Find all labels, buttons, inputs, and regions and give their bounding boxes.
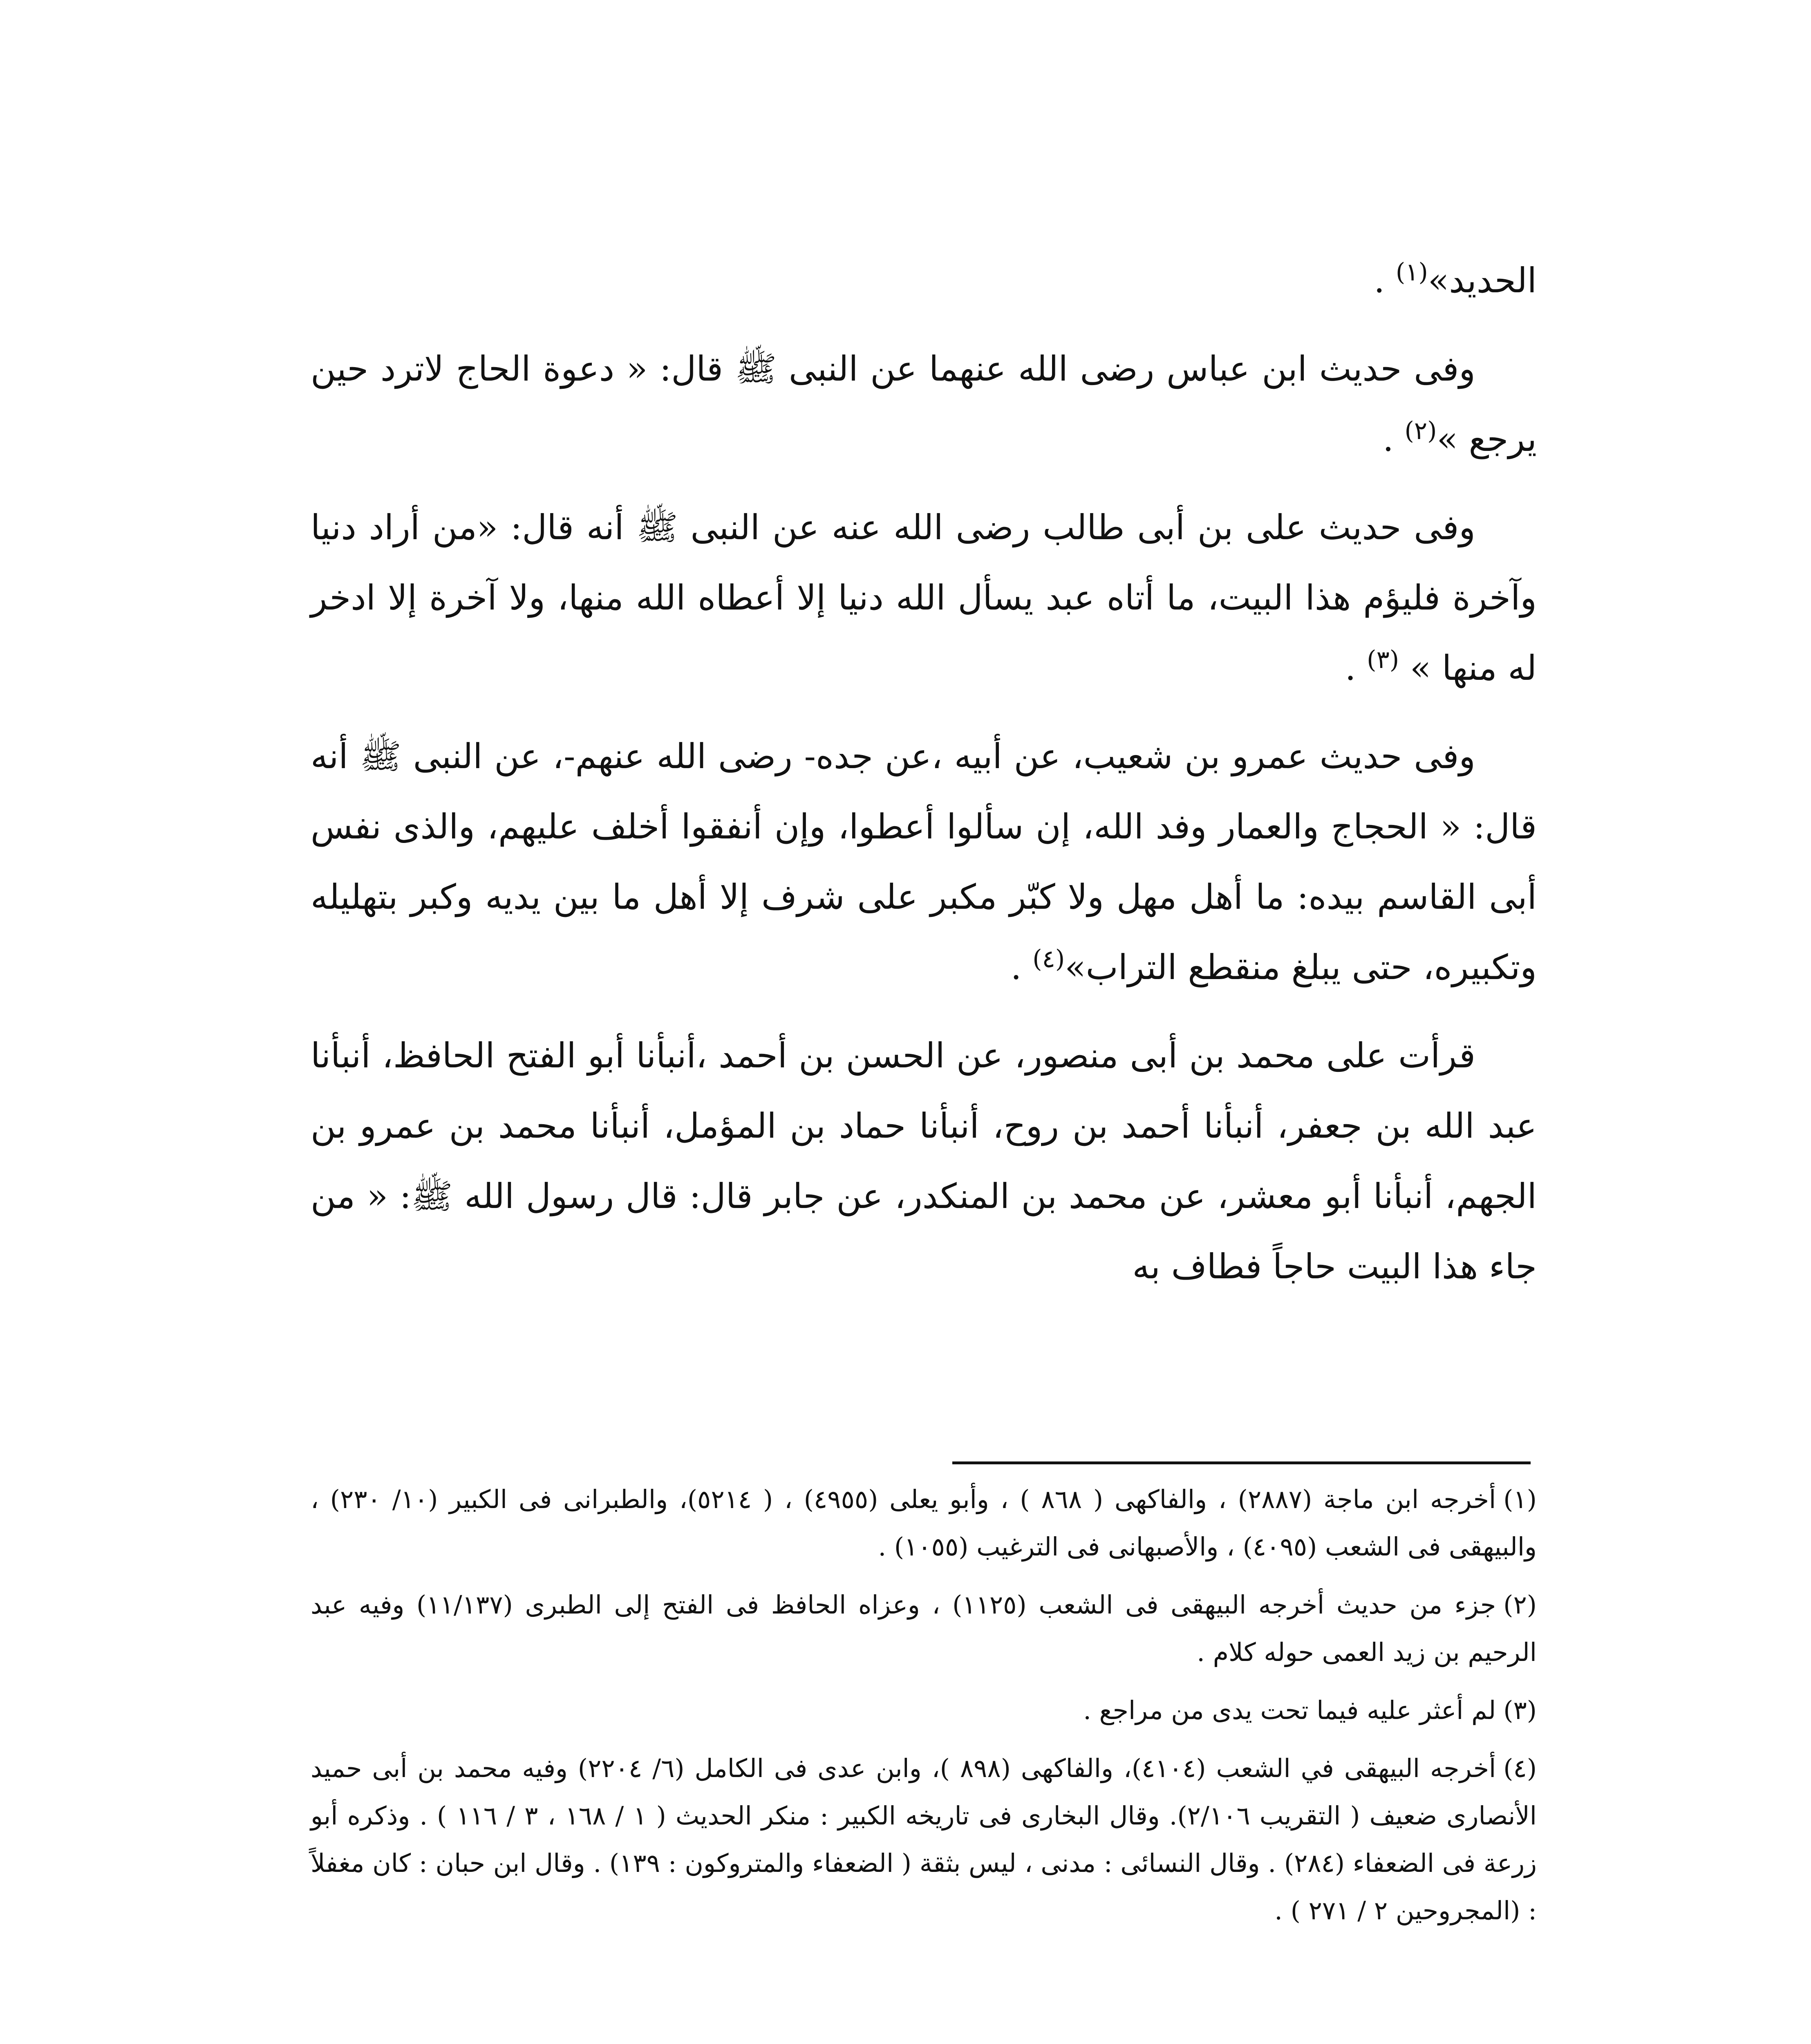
footnote-ref[interactable]: (١): [1395, 258, 1428, 287]
paragraph: [311, 721, 1537, 1002]
footnote: [311, 1476, 1537, 1571]
main-text: [311, 245, 1537, 1320]
footnote-ref[interactable]: (٢): [1404, 417, 1437, 445]
paragraph: [311, 492, 1537, 703]
paragraph-text: وفى حديث ابن عباس رضى الله عنهما عن النبى ﷺ قال: « دعوة الحاج لاترد حين يرجع »: [311, 349, 1537, 459]
paragraph-end: .: [1383, 419, 1394, 459]
paragraph-text: قرأت على محمد بن أبى منصور، عن الحسن بن أحمد ،أنبأنا أبو الفتح الحافظ، أنبأنا عبد الله بن جعفر، أنبأنا أحمد بن روح، أنبأنا حماد بن المؤمل، أنبأنا محمد بن عمرو بن الجهم، أنبأنا أبو معشر، عن محمد بن المنكدر، عن جابر قال: قال رسول الله ﷺ: « من جاء هذا البيت حاجاً فطاف به: [311, 1035, 1537, 1286]
footnote: [311, 1581, 1537, 1676]
footnote: [311, 1687, 1537, 1734]
footnote-text: لم أعثر عليه فيما تحت يدى من مراجع .: [1083, 1695, 1496, 1725]
paragraph-end: .: [1010, 947, 1022, 987]
footnote-number: (١): [1503, 1484, 1537, 1514]
footnote-number: (٣): [1503, 1695, 1537, 1725]
footnote-text: جزء من حديث أخرجه البيهقى فى الشعب (١١٢٥) ، وعزاه الحافظ فى الفتح إلى الطبرى (١١/١٣٧) وفيه عبد الرحيم بن زيد العمى حوله كلام .: [311, 1590, 1537, 1667]
paragraph: [311, 1020, 1537, 1302]
paragraph-continuation: [311, 245, 1537, 316]
footnote-number: (٢): [1503, 1590, 1537, 1620]
paragraph-end: .: [1374, 260, 1385, 300]
footnote-ref[interactable]: (٣): [1367, 645, 1399, 674]
footnote-ref[interactable]: (٤): [1032, 945, 1065, 973]
paragraph: [311, 334, 1537, 474]
footnote: [311, 1745, 1537, 1934]
footnotes: [311, 1476, 1537, 1945]
footnote-text: أخرجه ابن ماجة (٢٨٨٧) ، والفاكهى ( ٨٦٨ ) ، وأبو يعلى (٤٩٥٥) ، ( ٥٢١٤)، والطبرانى فى الكبير (١٠/ ٢٣٠) ، والبيهقى فى الشعب (٤٠٩٥) ، والأصبهانى فى الترغيب (١٠٥٥) .: [311, 1484, 1537, 1562]
footnote-number: (٤): [1503, 1753, 1537, 1783]
paragraph-text: الحديد»: [1428, 260, 1537, 300]
paragraph-text: وفى حديث عمرو بن شعيب، عن أبيه ،عن جده- رضى الله عنهم-، عن النبى ﷺ أنه قال: « الحجاج والعمار وفد الله، إن سألوا أعطوا، وإن أنفقوا أخلف عليهم، والذى نفس أبى القاسم بيده: ما أهل مهل ولا كبّر مكبر على شرف إلا أهل ما بين يديه وكبر بتهليله وتكبيره، حتى يبلغ منقطع التراب»: [311, 736, 1537, 987]
footnote-divider: [952, 1461, 1531, 1464]
paragraph-end: .: [1345, 648, 1356, 688]
footnote-text: أخرجه البيهقى في الشعب (٤١٠٤)، والفاكهى (٨٩٨ )، وابن عدى فى الكامل (٦/ ٢٢٠٤) وفيه محمد بن أبى حميد الأنصارى ضعيف ( التقريب ٢/١٠٦). وقال البخارى فى تاريخه الكبير : منكر الحديث ( ١ / ١٦٨ ، ٣ / ١١٦ ) . وذكره أبو زرعة فى الضعفاء (٢٨٤) . وقال النسائى : مدنى ، ليس بثقة ( الضعفاء والمتروكون : ١٣٩) . وقال ابن حبان : كان مغفلاً : (المجروحين ٢ / ٢٧١ ) .: [311, 1753, 1537, 1925]
paragraph-text: وفى حديث على بن أبى طالب رضى الله عنه عن النبى ﷺ أنه قال: «من أراد دنيا وآخرة فليؤم هذا البيت، ما أتاه عبد يسأل الله دنيا إلا أعطاه الله منها، ولا آخرة إلا ادخر له منها »: [311, 507, 1537, 688]
